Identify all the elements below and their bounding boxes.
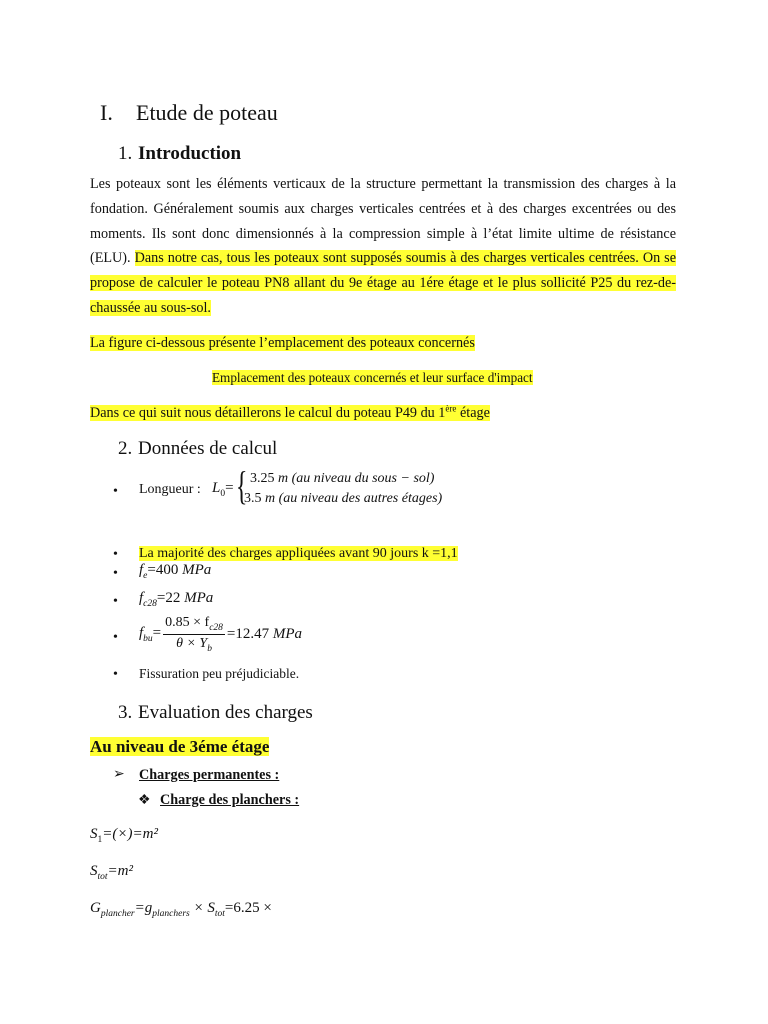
bullet-icon: • <box>113 566 118 581</box>
brace-icon: { <box>235 463 248 508</box>
longueur-item: Longueur : <box>139 482 201 497</box>
charges-permanentes: Charges permanentes : <box>139 767 280 783</box>
L0-formula: $L_0=$ <box>212 480 234 499</box>
heading-number: 1. <box>118 143 133 164</box>
evaluation-heading <box>118 702 313 724</box>
fe-item: $f_e=400$ MPa <box>139 562 212 581</box>
stot-formula: $S_{tot}=m^2$ <box>90 863 133 882</box>
section-number: I. <box>100 100 113 125</box>
fbu-item: $f_{bu}=$ $\frac{0.85 \times f_{c28}}{\theta \times Y_b}$ =12.47 MPa <box>139 615 303 654</box>
introduction-paragraph <box>90 172 676 321</box>
donnees-heading <box>118 438 277 460</box>
L0-case-2: 3.5 m (au niveau des autres étages) <box>244 491 443 506</box>
charge-planchers: Charge des planchers : <box>160 792 300 808</box>
fissuration-item: Fissuration peu préjudiciable. <box>139 666 300 681</box>
section-heading <box>100 100 278 126</box>
bullet-icon: • <box>113 630 118 645</box>
s1-formula: $S_1=(\times)=m^2$ <box>90 826 158 845</box>
fc28-item: $f_{c28}=22$ MPa <box>139 590 214 609</box>
heading-number: 3. <box>118 702 133 723</box>
diamond-bullet-icon: ❖ <box>138 793 151 808</box>
bullet-icon: • <box>113 594 118 609</box>
detail-sentence: Dans ce qui suit nous détaillerons le calcul du poteau P49 du 1ère étage <box>90 403 490 421</box>
heading-title: Evaluation des charges <box>138 702 313 723</box>
niveau-heading: Au niveau de 3éme étage <box>90 737 270 756</box>
highlighted-text: Dans notre cas, tous les poteaux sont supposés soumis à des charges verticales centrées. On se propose de calculer le poteau PN8 allant du 9e étage au 1ére étage et le plus sollicité P25 du rez-de-chaussée au sous-sol. <box>90 250 676 316</box>
L0-case-1: 3.25 m (au niveau du sous − sol) <box>250 471 435 486</box>
bullet-icon: • <box>113 484 118 499</box>
figure-intro: La figure ci-dessous présente l’emplacement des poteaux concernés <box>90 335 475 351</box>
g-plancher-formula: $G_{plancher}=g_{planchers} \times S_{tot}=6.25$ × <box>90 900 272 919</box>
introduction-heading <box>118 143 241 165</box>
arrow-bullet-icon: ➢ <box>113 767 125 782</box>
heading-title: Données de calcul <box>138 438 278 459</box>
figure-caption: Emplacement des poteaux concernés et leur surface d'impact <box>212 370 533 385</box>
heading-title: Introduction <box>138 143 242 164</box>
bullet-icon: • <box>113 547 118 562</box>
paragraph-text: Les poteaux sont les éléments verticaux de la structure permettant la transmission des charges à la fondation. Généralement soumis aux charges verticales centrées et à des charges excentrées ou des moments. Ils sont donc dimensionnés à la compression simple à l’état limite ultime de résistance (ELU). <box>90 176 676 267</box>
section-title: Etude de poteau <box>136 100 278 125</box>
bullet-icon: • <box>113 667 118 682</box>
heading-number: 2. <box>118 438 133 459</box>
majorite-item: La majorité des charges appliquées avant 90 jours k =1,1 <box>139 546 458 561</box>
